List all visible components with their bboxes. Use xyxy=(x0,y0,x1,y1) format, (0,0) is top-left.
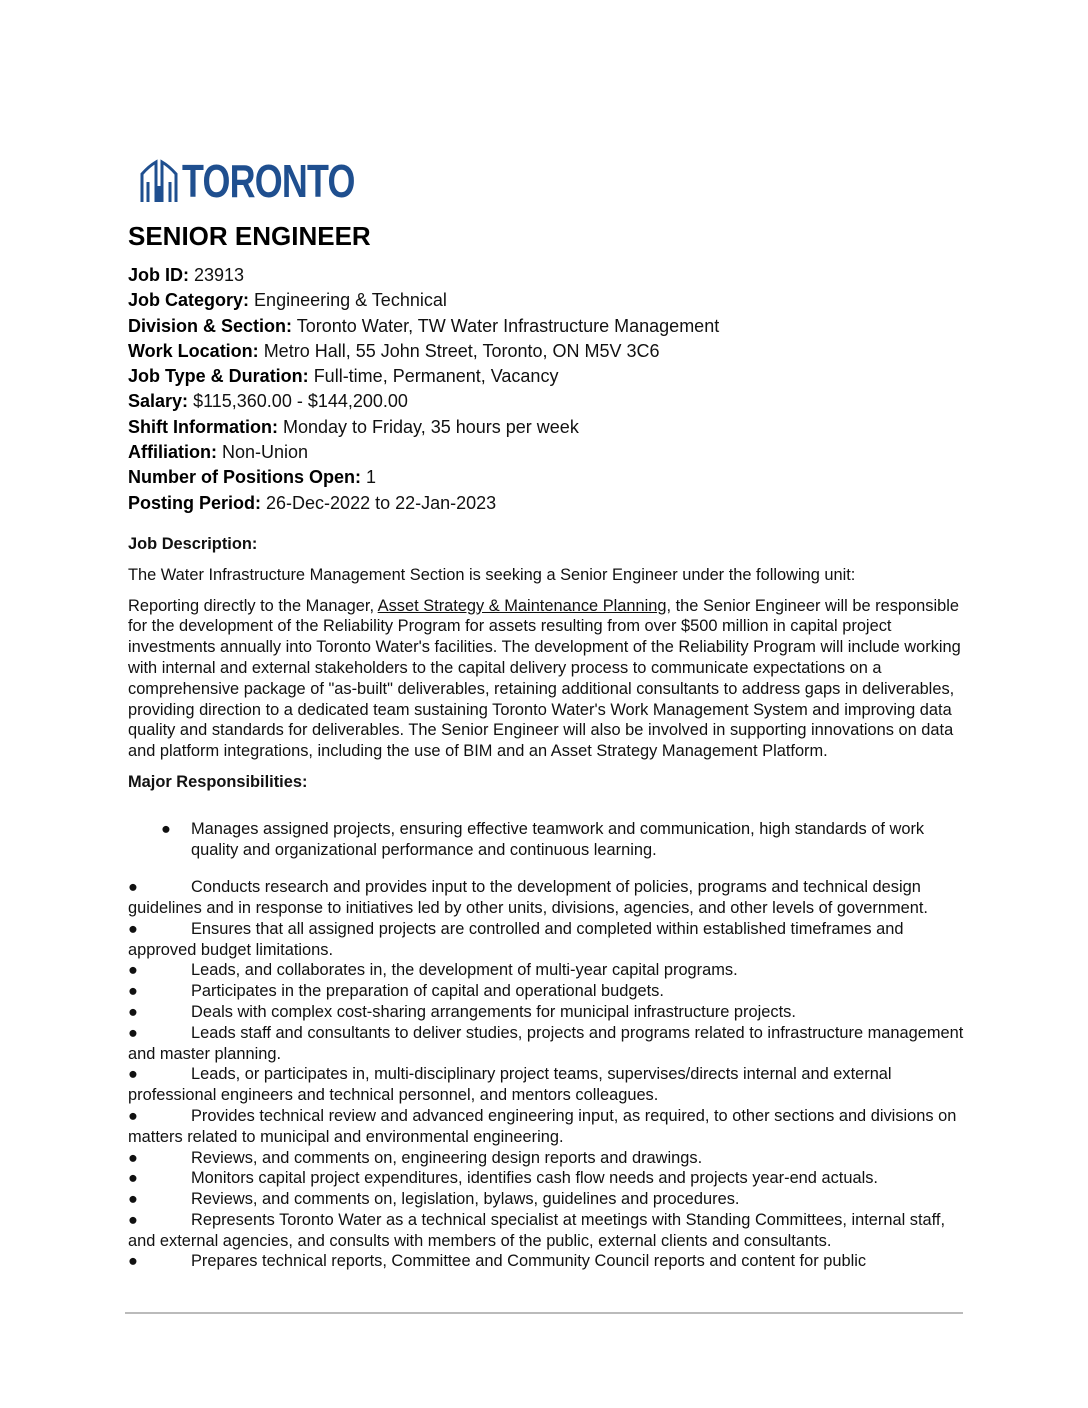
bullet-icon: ● xyxy=(128,961,138,980)
responsibility-item xyxy=(128,1210,968,1252)
job-detail-row xyxy=(128,389,719,414)
bullet-icon: ● xyxy=(128,1210,138,1229)
job-detail-value: Full-time, Permanent, Vacancy xyxy=(313,366,559,387)
responsibility-item xyxy=(128,1189,968,1210)
job-detail-label: Work Location: xyxy=(128,340,259,361)
responsibility-item xyxy=(128,1148,968,1169)
responsibility-item xyxy=(128,1251,968,1272)
paragraph-text: , the Senior Engineer will be responsible for the development of the Reliability Program for assets resulting from over $500 million in capital project investments annually into Toronto Water's facilities. The development of the Reliability Program will include working with internal and external stakeholders to the capital delivery process to communicate expectations on a comprehensive package of "as-built" deliverables, retaining additional consultants to address gaps in deliverables, providing direction to a dedicated team sustaining Toronto Water's Work Management System and improving data quality and standards for deliverables. The Senior Engineer will also be involved in supporting innovations on data and platform integrations, including the use of BIM and an Asset Strategy Management Platform. xyxy=(128,596,961,761)
job-detail-label: Affiliation: xyxy=(128,442,217,463)
paragraph-text: Reporting directly to the Manager, xyxy=(128,596,378,615)
responsibility-item xyxy=(128,1106,968,1148)
description-paragraph xyxy=(128,596,968,762)
job-detail-label: Number of Positions Open: xyxy=(128,467,362,488)
city-hall-icon xyxy=(139,152,179,204)
job-details xyxy=(128,263,719,516)
job-detail-label: Shift Information: xyxy=(128,416,278,437)
responsibility-item xyxy=(128,1064,968,1106)
responsibility-item xyxy=(128,1168,968,1189)
responsibility-text: Provides technical review and advanced engineering input, as required, to other sections and divisions on matters related to municipal and environmental engineering. xyxy=(128,1106,957,1146)
responsibility-item xyxy=(128,960,968,981)
bullet-icon: ● xyxy=(161,820,171,839)
responsibility-text: Leads staff and consultants to deliver studies, projects and programs related to infrastructure management and master planning. xyxy=(128,1023,964,1063)
job-detail-value: 23913 xyxy=(194,265,245,285)
footer-divider xyxy=(125,1312,963,1314)
responsibility-text: Reviews, and comments on, legislation, bylaws, guidelines and procedures. xyxy=(191,1190,740,1209)
job-detail-row xyxy=(128,415,719,440)
bullet-icon: ● xyxy=(128,1065,138,1084)
responsibility-item xyxy=(128,1002,968,1023)
job-detail-value: 26-Dec-2022 to 22-Jan-2023 xyxy=(266,492,497,513)
responsibility-text: Participates in the preparation of capital and operational budgets. xyxy=(191,982,664,1001)
page-title: SENIOR ENGINEER xyxy=(128,221,371,251)
responsibility-item xyxy=(128,981,968,1002)
unit-link[interactable]: Asset Strategy & Maintenance Planning xyxy=(377,596,667,615)
job-detail-row xyxy=(128,465,719,490)
responsibility-text: Prepares technical reports, Committee and Community Council reports and content for public xyxy=(191,1252,867,1271)
bullet-icon: ● xyxy=(128,919,138,938)
job-detail-label: Division & Section: xyxy=(128,315,293,336)
bullet-icon: ● xyxy=(128,1023,138,1042)
description-heading: Job Description: xyxy=(128,535,258,553)
bullet-icon: ● xyxy=(128,1106,138,1125)
logo-wordmark: TORONTO xyxy=(182,155,355,207)
bullet-icon: ● xyxy=(128,878,138,897)
job-detail-row xyxy=(128,440,719,465)
job-detail-value: Monday to Friday, 35 hours per week xyxy=(283,416,579,437)
bullet-icon: ● xyxy=(128,1169,138,1188)
responsibilities-list xyxy=(128,819,968,1272)
responsibility-item xyxy=(128,919,968,961)
bullet-icon: ● xyxy=(128,982,138,1001)
bullet-icon: ● xyxy=(128,1148,138,1167)
job-detail-row xyxy=(128,263,719,288)
toronto-logo xyxy=(139,150,403,207)
job-detail-label: Salary: xyxy=(128,391,189,412)
bullet-icon: ● xyxy=(128,1252,138,1271)
responsibility-text: Manages assigned projects, ensuring effective teamwork and communication, high standards of work quality and organizational performance and continuous learning. xyxy=(191,820,925,859)
job-detail-value: Toronto Water, TW Water Infrastructure Management xyxy=(296,315,720,336)
responsibility-text: Conducts research and provides input to the development of policies, programs and technical design guidelines and in response to initiatives led by other units, divisions, agencies, and other levels of government. xyxy=(128,878,928,917)
job-detail-row xyxy=(128,288,719,313)
job-detail-row xyxy=(128,364,719,389)
job-detail-value: Engineering & Technical xyxy=(254,290,447,311)
job-detail-label: Job Type & Duration: xyxy=(128,366,309,387)
responsibility-text: Ensures that all assigned projects are controlled and completed within established timeframes and approved budget limitations. xyxy=(128,919,904,959)
job-detail-value: 1 xyxy=(366,467,377,488)
description-intro: The Water Infrastructure Management Section is seeking a Senior Engineer under the following unit: xyxy=(128,565,856,584)
job-detail-value: Non-Union xyxy=(222,442,309,463)
bullet-icon: ● xyxy=(128,1002,138,1021)
responsibility-text: Monitors capital project expenditures, identifies cash flow needs and projects year-end actuals. xyxy=(191,1169,878,1188)
job-detail-label: Posting Period: xyxy=(128,492,262,513)
job-detail-label: Job Category: xyxy=(128,290,250,311)
responsibility-item xyxy=(128,1023,968,1065)
responsibility-text: Leads, or participates in, multi-disciplinary project teams, supervises/directs internal and external professional engineers and technical personnel, and mentors colleagues. xyxy=(128,1065,892,1105)
responsibility-text: Reviews, and comments on, engineering design reports and drawings. xyxy=(191,1148,703,1167)
job-content xyxy=(128,534,968,1272)
responsibility-item xyxy=(128,877,968,919)
responsibility-item xyxy=(128,819,968,861)
responsibility-text: Deals with complex cost-sharing arrangements for municipal infrastructure projects. xyxy=(191,1002,796,1021)
job-detail-value: Metro Hall, 55 John Street, Toronto, ON M5V 3C6 xyxy=(263,340,660,361)
job-detail-row xyxy=(128,314,719,339)
bullet-icon: ● xyxy=(128,1190,138,1209)
responsibilities-heading: Major Responsibilities: xyxy=(128,772,308,791)
responsibility-text: Represents Toronto Water as a technical specialist at meetings with Standing Committees, internal staff, and external agencies, and consults with members of the public, external clients and consultants. xyxy=(128,1210,946,1250)
job-detail-label: Job ID: xyxy=(128,265,189,285)
job-detail-row xyxy=(128,339,719,364)
job-detail-row xyxy=(128,491,719,516)
job-detail-value: $115,360.00 - $144,200.00 xyxy=(193,391,408,412)
responsibility-text: Leads, and collaborates in, the development of multi-year capital programs. xyxy=(191,961,738,980)
